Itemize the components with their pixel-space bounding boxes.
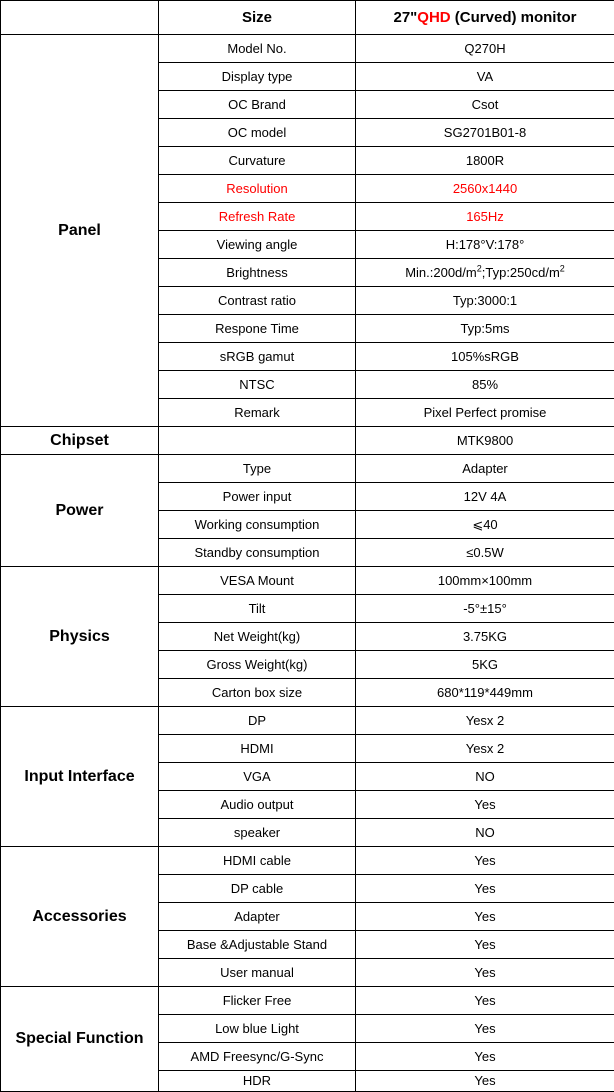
- spec-value: NO: [356, 819, 614, 847]
- spec-value: Yesx 2: [356, 707, 614, 735]
- size-header: Size: [159, 1, 356, 35]
- group-accessories: Accessories: [1, 847, 159, 987]
- spec-label-highlight: Refresh Rate: [159, 203, 356, 231]
- spec-value: 3.75KG: [356, 623, 614, 651]
- spec-label: Type: [159, 455, 356, 483]
- spec-value: H:178°V:178°: [356, 231, 614, 259]
- monitor-title: [356, 1, 614, 35]
- spec-value: Pixel Perfect promise: [356, 399, 614, 427]
- spec-label: Flicker Free: [159, 987, 356, 1015]
- spec-label: User manual: [159, 959, 356, 987]
- spec-label: HDMI cable: [159, 847, 356, 875]
- spec-value: Yes: [356, 1043, 614, 1071]
- spec-label: Viewing angle: [159, 231, 356, 259]
- spec-label: Low blue Light: [159, 1015, 356, 1043]
- brightness-typ: ;Typ:250cd/m: [481, 264, 560, 280]
- spec-label: VGA: [159, 763, 356, 791]
- spec-value: Adapter: [356, 455, 614, 483]
- spec-label: Adapter: [159, 903, 356, 931]
- spec-value: Yes: [356, 1015, 614, 1043]
- title-prefix: 27": [393, 8, 418, 26]
- spec-value: Csot: [356, 91, 614, 119]
- table-row: [1, 35, 614, 63]
- table-row: [1, 567, 614, 595]
- spec-value: 100mm×100mm: [356, 567, 614, 595]
- spec-value: 680*119*449mm: [356, 679, 614, 707]
- spec-label: Display type: [159, 63, 356, 91]
- spec-label-highlight: Resolution: [159, 175, 356, 203]
- spec-value: Q270H: [356, 35, 614, 63]
- superscript: 2: [476, 263, 482, 274]
- spec-label: Net Weight(kg): [159, 623, 356, 651]
- spec-value-highlight: 2560x1440: [356, 175, 614, 203]
- spec-value: 1800R: [356, 147, 614, 175]
- spec-value: [356, 259, 614, 287]
- spec-label: Carton box size: [159, 679, 356, 707]
- group-special-function: Special Function: [1, 987, 159, 1092]
- group-chipset: Chipset: [1, 427, 159, 455]
- spec-value: Typ:3000:1: [356, 287, 614, 315]
- spec-value: MTK9800: [356, 427, 614, 455]
- spec-value: Typ:5ms: [356, 315, 614, 343]
- spec-value: 12V 4A: [356, 483, 614, 511]
- spec-label: [159, 427, 356, 455]
- spec-label: AMD Freesync/G-Sync: [159, 1043, 356, 1071]
- spec-label: HDMI: [159, 735, 356, 763]
- spec-value: Yes: [356, 931, 614, 959]
- spec-label: Model No.: [159, 35, 356, 63]
- table-row: [1, 987, 614, 1015]
- superscript: 2: [559, 263, 565, 274]
- header-row: [1, 1, 614, 35]
- table-row: [1, 427, 614, 455]
- spec-value: VA: [356, 63, 614, 91]
- spec-value: 105%sRGB: [356, 343, 614, 371]
- group-physics: Physics: [1, 567, 159, 707]
- spec-label: DP cable: [159, 875, 356, 903]
- spec-value: Yes: [356, 987, 614, 1015]
- spec-label: Gross Weight(kg): [159, 651, 356, 679]
- spec-label: VESA Mount: [159, 567, 356, 595]
- spec-label: Brightness: [159, 259, 356, 287]
- spec-label: Power input: [159, 483, 356, 511]
- spec-label: Audio output: [159, 791, 356, 819]
- title-highlight: QHD: [417, 8, 451, 26]
- title-suffix: (Curved) monitor: [450, 8, 577, 26]
- spec-label: DP: [159, 707, 356, 735]
- table-row: [1, 455, 614, 483]
- spec-value: -5°±15°: [356, 595, 614, 623]
- spec-value: ≤0.5W: [356, 539, 614, 567]
- spec-value: 85%: [356, 371, 614, 399]
- group-input-interface: Input Interface: [1, 707, 159, 847]
- spec-value: SG2701B01-8: [356, 119, 614, 147]
- group-power: Power: [1, 455, 159, 567]
- spec-label: Curvature: [159, 147, 356, 175]
- spec-value: Yes: [356, 1071, 614, 1092]
- spec-value: NO: [356, 763, 614, 791]
- group-panel: Panel: [1, 35, 159, 427]
- spec-label: Working consumption: [159, 511, 356, 539]
- spec-label: Standby consumption: [159, 539, 356, 567]
- spec-label: OC Brand: [159, 91, 356, 119]
- spec-label: Remark: [159, 399, 356, 427]
- table-row: [1, 707, 614, 735]
- spec-value: Yes: [356, 875, 614, 903]
- spec-label: NTSC: [159, 371, 356, 399]
- spec-value: Yes: [356, 903, 614, 931]
- spec-value: Yes: [356, 959, 614, 987]
- spec-value-highlight: 165Hz: [356, 203, 614, 231]
- spec-value: 5KG: [356, 651, 614, 679]
- spec-label: speaker: [159, 819, 356, 847]
- brightness-min: Min.:200d/m: [405, 264, 477, 280]
- spec-label: Contrast ratio: [159, 287, 356, 315]
- spec-value: Yesx 2: [356, 735, 614, 763]
- table-row: [1, 847, 614, 875]
- spec-label: Respone Time: [159, 315, 356, 343]
- spec-value: Yes: [356, 791, 614, 819]
- spec-label: HDR: [159, 1071, 356, 1092]
- spec-label: Base &Adjustable Stand: [159, 931, 356, 959]
- spec-value: Yes: [356, 847, 614, 875]
- spec-label: OC model: [159, 119, 356, 147]
- spec-label: Tilt: [159, 595, 356, 623]
- spec-value: ⩽40: [356, 511, 614, 539]
- spec-label: sRGB gamut: [159, 343, 356, 371]
- header-blank-cell: [1, 1, 159, 35]
